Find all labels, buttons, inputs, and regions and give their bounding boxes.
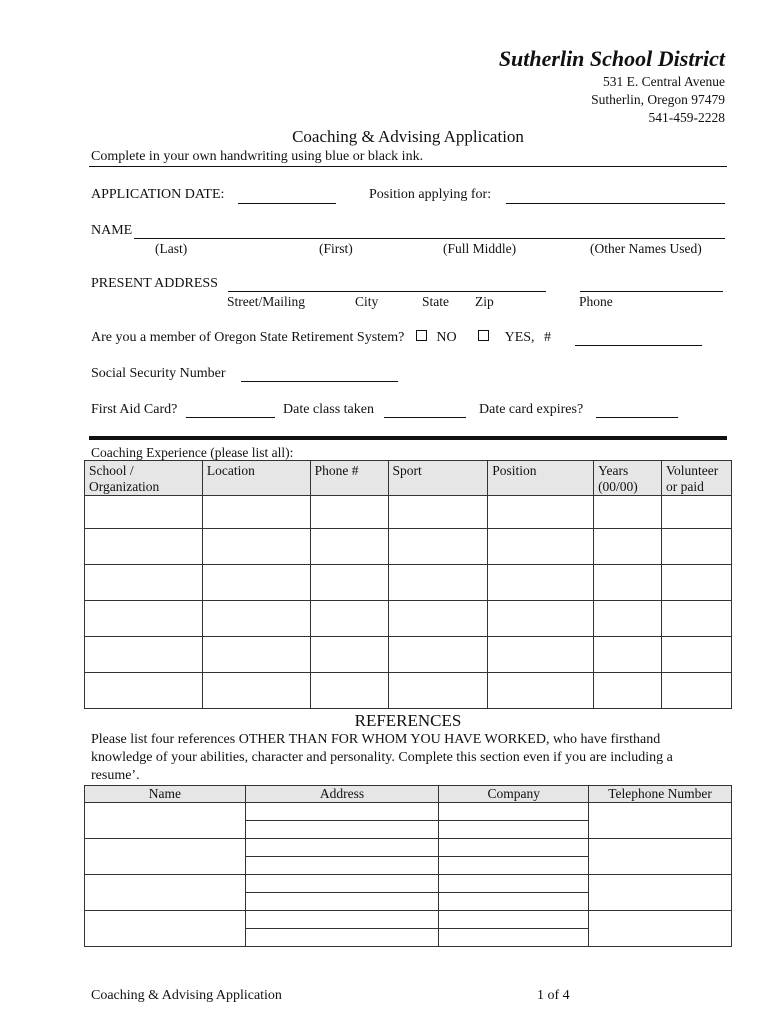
reference-company-cell[interactable] [439,839,589,857]
col-phone-label: Phone # [314,463,359,478]
references-intro-line1: Please list four references OTHER THAN FOR WHOM YOU HAVE WORKED, who have firsthand [91,732,661,747]
experience-cell[interactable] [388,565,488,601]
ssn-field[interactable] [241,381,398,382]
first-aid-field[interactable] [186,417,275,418]
col-school [85,461,203,496]
district-city: Sutherlin, Oregon 97479 [591,92,725,107]
experience-cell[interactable] [85,601,203,637]
district-name: Sutherlin School District [498,46,725,71]
experience-cell[interactable] [202,496,310,529]
reference-name-cell[interactable] [85,875,246,911]
reference-row [85,803,732,821]
experience-cell[interactable] [661,565,731,601]
experience-cell[interactable] [85,496,203,529]
experience-cell[interactable] [594,496,662,529]
experience-cell[interactable] [310,601,388,637]
header-divider [89,166,727,167]
reference-company-cell[interactable] [439,929,589,947]
experience-cell[interactable] [488,565,594,601]
phone-field[interactable] [580,291,723,292]
experience-cell[interactable] [310,673,388,709]
experience-cell[interactable] [594,565,662,601]
col-location-label: Location [206,463,255,478]
col-phone [310,461,388,496]
reference-address-cell[interactable] [245,857,439,875]
experience-cell[interactable] [388,673,488,709]
experience-row [85,529,732,565]
experience-cell[interactable] [594,637,662,673]
retirement-question [91,330,551,346]
footer-title: Coaching & Advising Application [91,988,282,1003]
application-date-field[interactable] [238,203,336,204]
experience-cell[interactable] [594,601,662,637]
col-position [488,461,594,496]
experience-cell[interactable] [202,565,310,601]
experience-cell[interactable] [310,637,388,673]
experience-cell[interactable] [388,637,488,673]
section-divider [89,436,727,440]
experience-cell[interactable] [310,565,388,601]
address-field[interactable] [228,291,546,292]
first-aid-label: First Aid Card? [91,402,178,417]
experience-cell[interactable] [85,673,203,709]
address-zip-caption: Zip [475,294,494,309]
references-header-row [85,786,732,803]
reference-phone-cell[interactable] [589,839,732,875]
reference-address-cell[interactable] [245,821,439,839]
experience-cell[interactable] [388,601,488,637]
date-expires-field[interactable] [596,417,678,418]
district-phone: 541-459-2228 [648,110,725,125]
col-location [202,461,310,496]
experience-cell[interactable] [202,637,310,673]
experience-cell[interactable] [488,529,594,565]
experience-cell[interactable] [85,637,203,673]
experience-cell[interactable] [488,496,594,529]
reference-address-cell[interactable] [245,839,439,857]
name-first-caption: (First) [319,241,353,256]
page-number: 1 of 4 [537,988,570,1003]
col-years-line2: (00/00) [598,479,638,494]
col-volunteer-line1: Volunteer [665,463,719,478]
retirement-yes-checkbox[interactable] [478,330,489,341]
experience-cell[interactable] [488,637,594,673]
reference-name-cell[interactable] [85,839,246,875]
retirement-number-label: # [544,330,552,345]
col-sport-label: Sport [392,463,422,478]
date-class-field[interactable] [384,417,466,418]
retirement-number-field[interactable] [575,345,702,346]
district-street: 531 E. Central Avenue [603,74,725,89]
experience-cell[interactable] [661,673,731,709]
experience-row [85,637,732,673]
experience-caption: Coaching Experience (please list all): [91,445,294,460]
col-school-line1: School / [89,463,134,478]
reference-phone-cell[interactable] [589,803,732,839]
reference-address-cell[interactable] [245,875,439,893]
col-years-line1: Years [598,463,629,478]
name-label: NAME [91,223,133,238]
references-intro-line2: knowledge of your abilities, character and personality. Complete this section even if you are including a [91,750,673,765]
experience-cell[interactable] [85,529,203,565]
experience-cell[interactable] [202,529,310,565]
reference-address-cell[interactable] [245,911,439,929]
experience-cell[interactable] [488,601,594,637]
address-city-caption: City [355,294,379,309]
col-volunteer-line2: or paid [665,479,704,494]
col-position-label: Position [492,463,537,478]
experience-cell[interactable] [661,601,731,637]
address-state-caption: State [422,294,449,309]
reference-row [85,839,732,857]
experience-cell[interactable] [388,496,488,529]
references-table [84,785,732,947]
reference-name-cell[interactable] [85,803,246,839]
experience-row [85,496,732,529]
position-label: Position applying for: [369,187,492,202]
experience-cell[interactable] [310,529,388,565]
reference-company-cell[interactable] [439,821,589,839]
ssn-label: Social Security Number [91,366,226,381]
application-date-label: APPLICATION DATE: [91,187,225,202]
retirement-yes-label: YES, [504,330,535,345]
col-years [594,461,662,496]
reference-row [85,911,732,929]
experience-cell[interactable] [85,565,203,601]
reference-address-cell[interactable] [245,893,439,911]
experience-row [85,673,732,709]
references-intro-line3: resume’. [91,768,140,783]
experience-header-row [85,461,732,496]
experience-cell[interactable] [310,496,388,529]
experience-table [84,460,732,709]
reference-phone-cell[interactable] [589,911,732,947]
phone-caption: Phone [579,294,613,309]
ref-col-phone: Telephone Number [589,786,732,803]
name-last-caption: (Last) [155,241,188,256]
reference-address-cell[interactable] [245,929,439,947]
reference-company-cell[interactable] [439,875,589,893]
experience-cell[interactable] [202,601,310,637]
retirement-no-checkbox[interactable] [416,330,427,341]
reference-company-cell[interactable] [439,857,589,875]
experience-row [85,565,732,601]
ref-col-company: Company [439,786,589,803]
date-expires-label: Date card expires? [479,402,584,417]
name-field[interactable] [134,238,725,239]
retirement-question-text: Are you a member of Oregon State Retirement System? [91,330,405,345]
instruction-text: Complete in your own handwriting using blue or black ink. [91,149,424,164]
ref-col-address: Address [245,786,439,803]
reference-row [85,875,732,893]
reference-phone-cell[interactable] [589,875,732,911]
experience-cell[interactable] [594,529,662,565]
experience-cell[interactable] [594,673,662,709]
address-street-caption: Street/Mailing [227,294,305,309]
reference-company-cell[interactable] [439,893,589,911]
date-class-label: Date class taken [283,402,374,417]
name-middle-caption: (Full Middle) [443,241,517,256]
experience-cell[interactable] [661,529,731,565]
reference-name-cell[interactable] [85,911,246,947]
name-other-caption: (Other Names Used) [590,241,702,256]
experience-cell[interactable] [202,673,310,709]
experience-row [85,601,732,637]
col-school-line2: Organization [89,479,160,494]
experience-cell[interactable] [661,637,731,673]
retirement-no-label: NO [436,330,457,345]
reference-company-cell[interactable] [439,803,589,821]
experience-cell[interactable] [488,673,594,709]
ref-col-name: Name [85,786,246,803]
position-field[interactable] [506,203,725,204]
col-volunteer [661,461,731,496]
experience-cell[interactable] [661,496,731,529]
col-sport [388,461,488,496]
reference-company-cell[interactable] [439,911,589,929]
page-title: Coaching & Advising Application [292,127,524,146]
reference-address-cell[interactable] [245,803,439,821]
address-label: PRESENT ADDRESS [91,276,218,291]
experience-cell[interactable] [388,529,488,565]
references-heading: REFERENCES [354,711,462,730]
